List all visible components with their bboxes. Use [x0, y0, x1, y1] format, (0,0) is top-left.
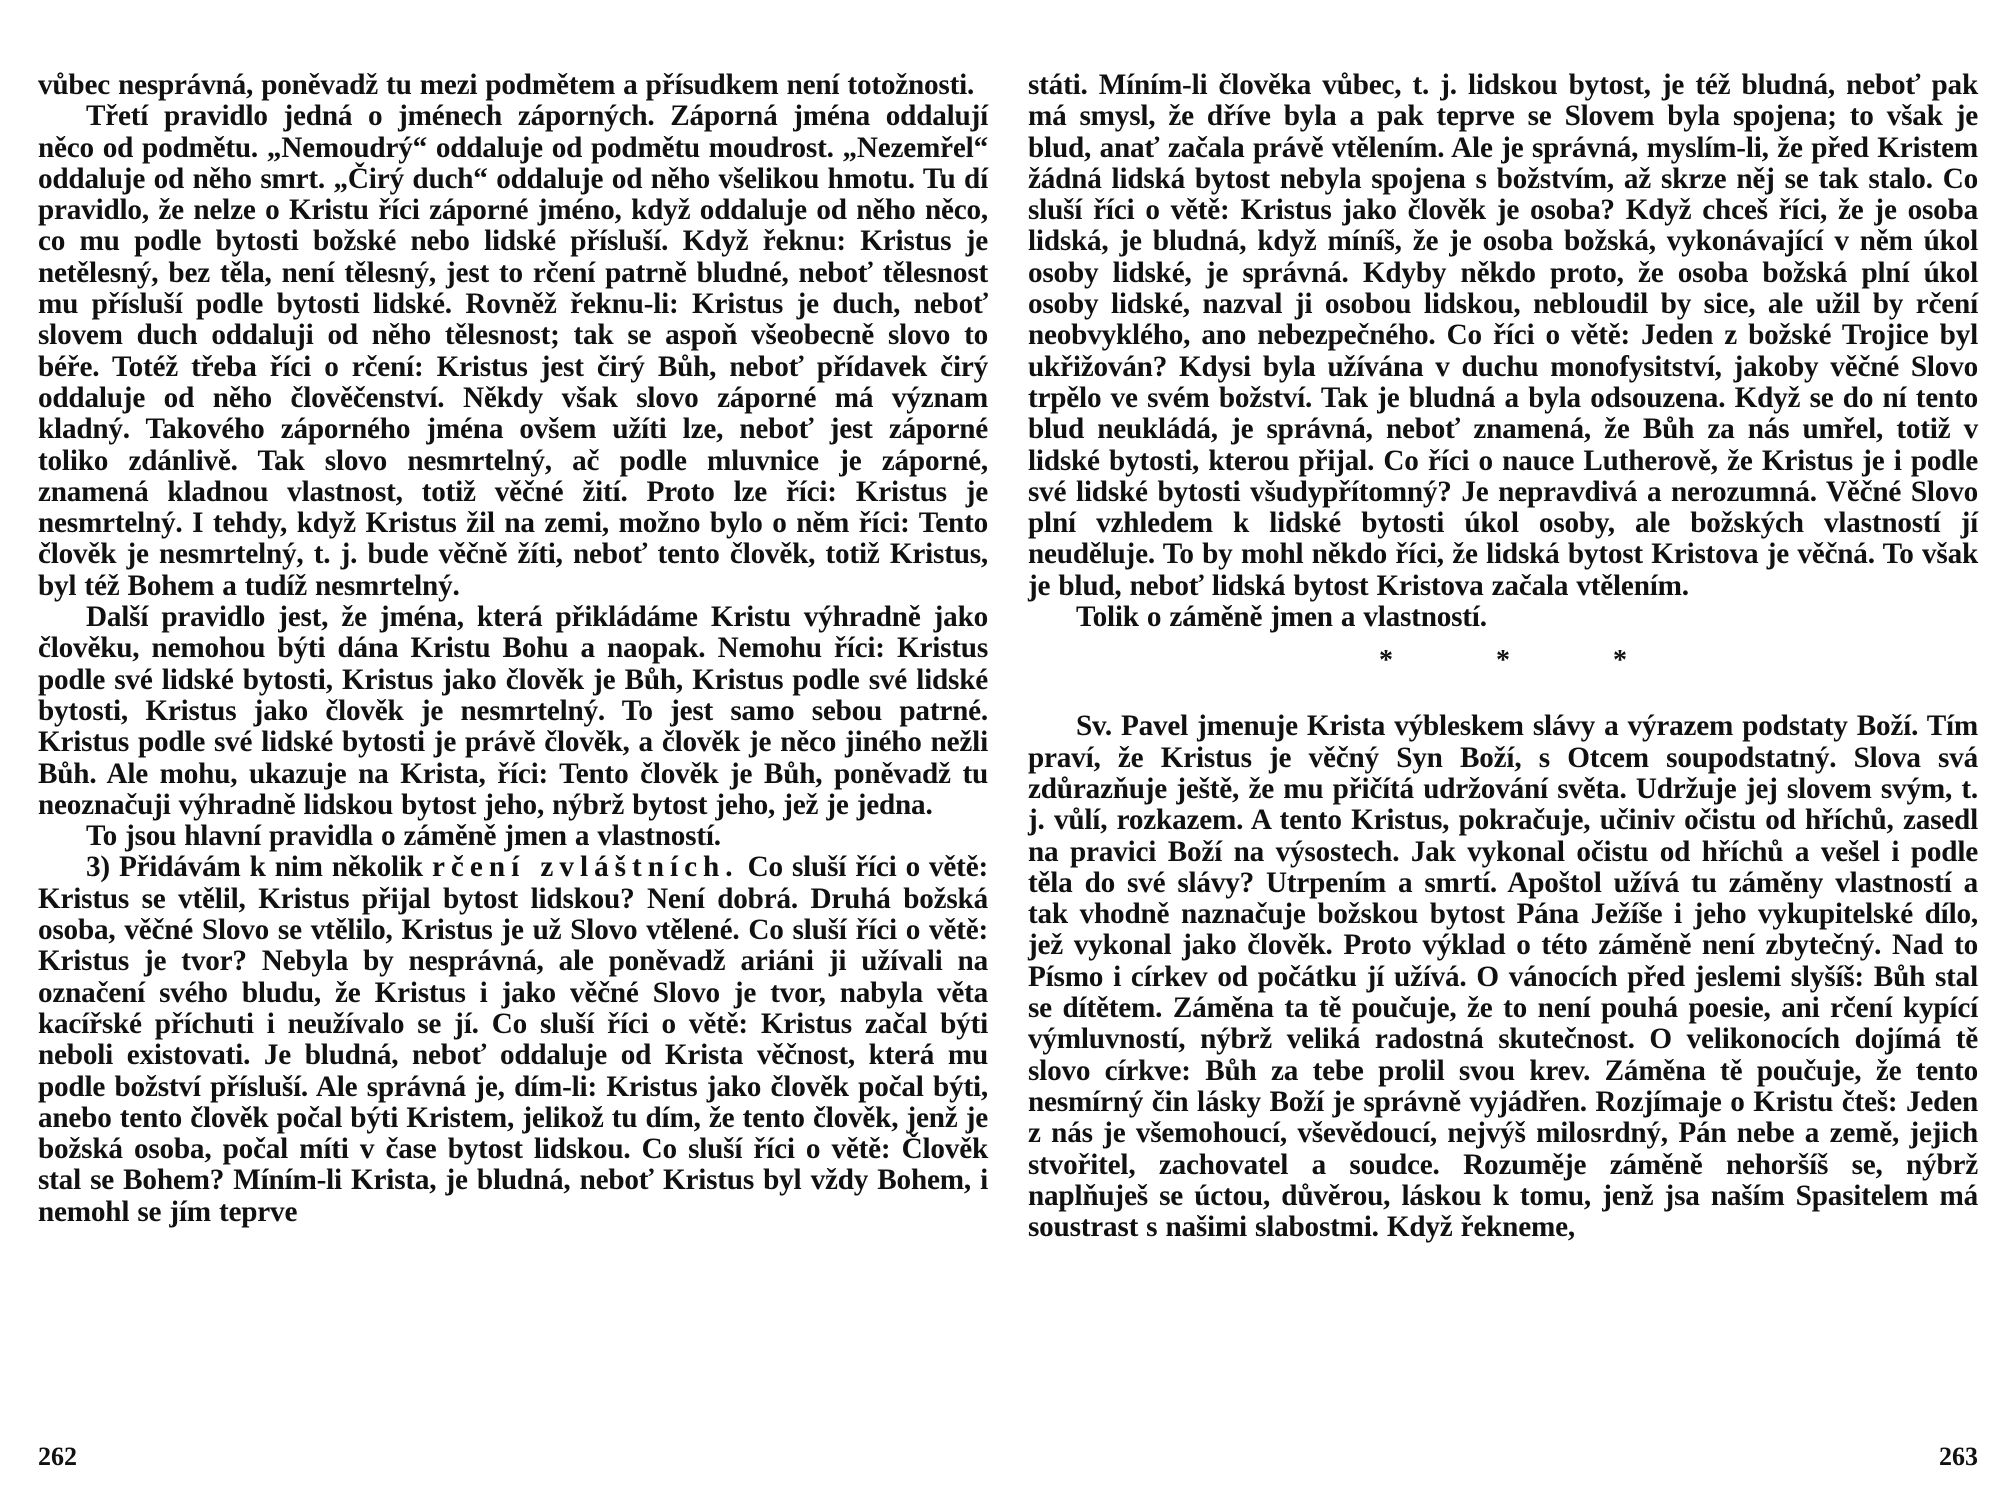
right-page: [1028, 70, 1978, 1480]
left-paragraph-1: vůbec nesprávná, poněvadž tu mezi podmětem a přísudkem není totožnosti.: [38, 69, 975, 101]
section-separator: * * *: [1379, 645, 1675, 677]
left-paragraph-5: [38, 852, 988, 1228]
left-paragraph-4: To jsou hlavní pravidla o záměně jmen a vlastností.: [86, 820, 721, 853]
spaced-emphasis: rčení zvláštních.: [431, 851, 739, 884]
right-paragraph-2: Tolik o záměně jmen a vlastností.: [1076, 601, 1487, 634]
left-page: [38, 70, 988, 1480]
left-paragraph-5-start: 3) Přidávám k nim několik: [86, 851, 423, 884]
left-paragraph-5-rest: Co sluší říci o větě: Kristus se vtělil, Kristus přijal bytost lidskou? Není dobrá. Druhá božská osoba, věčné Slovo se vtělilo, Kristus je už Slovo vtělené. Co sluší říci o větě: Kristus je tvor? Nebyla by nesprávná, ale poněvadž ariáni ji užívali na označení svého bludu, že Kristus i jako věčné Slovo je tvor, nabyla věta kacířské příchuti i neužívalo se jí. Co sluší říci o větě: Kristus začal býti neboli existovati. Je bludná, neboť oddaluje od Krista věčnost, která mu podle božství přísluší. Ale správná je, dím-li: Kristus jako člověk počal býti, anebo tento člověk počal býti Kristem, jelikož tu dím, že tento člověk, jenž je božská osoba, počal míti v čase bytost lidskou. Co sluší říci o větě: Člověk stal se Bohem? Míním-li Krista, je bludná, neboť Kristus byl vždy Bohem, i nemohl se jím teprve: [38, 851, 988, 1228]
page-number-right: 263: [1939, 1442, 1978, 1471]
page-number-left: 262: [38, 1442, 77, 1471]
right-paragraph-3: Sv. Pavel jmenuje Krista výbleskem slávy a výrazem podstaty Boží. Tím praví, že Kristus je věčný Syn Boží, s Otcem soupodstatný. Slova svá zdůrazňuje ještě, že mu přičítá udržování světa. Udržuje jej slovem svým, t. j. vůlí, rozkazem. A tento Kristus, pokračuje, učiniv očistu od hříchů, zasedl na pravici Boží na výsostech. Jak vykonal očistu od hříchů a vešel i podle těla do své slávy? Utrpením a smrtí. Apoštol užívá tu záměny vlastností a tak vhodně naznačuje božskou bytost Pána Ježíše i jeho vykupitelské dílo, jež vykonal jako člověk. Proto výklad o této záměně není zbytečný. Nad to Písmo i církev od počátku jí užívá. O vánocích před jeslemi slyšíš: Bůh stal se dítětem. Záměna ta tě poučuje, že to není pouhá poesie, ani rčení kypící výmluvností, nýbrž veliká radostná skutečnost. O velikonocích dojímá tě slovo církve: Bůh za tebe prolil svou krev. Záměna tě poučuje, že tento nesmírný čin lásky Boží je správně vyjádřen. Rozjímaje o Kristu čteš: Jeden z nás je všemohoucí, vševědoucí, nejvýš milosrdný, Pán nebe a země, jejich stvořitel, zachovatel a soudce. Rozuměje záměně nehoršíš se, nýbrž naplňuješ se úctou, důvěrou, láskou k tomu, jenž jsa naším Spasitelem má soustrast s našimi slabostmi. Když řekneme,: [1028, 710, 1978, 1244]
right-paragraph-1: státi. Míním-li člověka vůbec, t. j. lidskou bytost, je též bludná, neboť pak má smysl, že dříve byla a pak teprve se Slovem byla spojena; to však je blud, anať začala právě vtělením. Ale je správná, myslím-li, že před Kristem žádná lidská bytost nebyla spojena s božstvím, až skrze něj se tak stalo. Co sluší říci o větě: Kristus jako člověk je osoba? Když chceš říci, že je osoba lidská, je bludná, když míníš, že je osoba božská, vykonávající v něm úkol osoby lidské, je správná. Kdyby někdo proto, že osoba božská plní úkol osoby lidské, nazval ji osobou lidskou, nebloudil by sice, ale užil by rčení neobvyklého, ano nebezpečného. Co říci o větě: Jeden z božské Trojice byl ukřižován? Kdysi byla užívána v duchu monofysitství, jakoby věčné Slovo trpělo ve svém božství. Tak je bludná a byla odsouzena. Když se do ní tento blud neukládá, je správná, neboť znamená, že Bůh za nás umřel, totiž v lidské bytosti, kterou přijal. Co říci o nauce Lutherově, že Kristus je i podle své lidské bytosti všudypřítomný? Je nepravdivá a nerozumná. Věčné Slovo plní vzhledem k lidské bytosti úkol osoby, ale božských vlastností jí neuděluje. To by mohl někdo říci, že lidská bytost Kristova je věčná. To však je blud, neboť lidská bytost Kristova začala vtělením.: [1028, 69, 1978, 602]
left-paragraph-3: Další pravidlo jest, že jména, která přikládáme Kristu výhradně jako člověku, nemohou býti dána Kristu Bohu a naopak. Nemohu říci: Kristus podle své lidské bytosti, Kristus jako člověk je Bůh, Kristus podle své lidské bytosti, Kristus jako člověk je nesmrtelný. To jest samo sebou patrné. Kristus podle své lidské bytosti je právě člověk, a člověk je něco jiného nežli Bůh. Ale mohu, ukazuje na Krista, říci: Tento člověk je Bůh, poněvadž tu neoznačuji výhradně lidskou bytost jeho, nýbrž bytost jeho, jež je jedna.: [38, 601, 988, 821]
left-paragraph-2: Třetí pravidlo jedná o jménech záporných. Záporná jména oddalují něco od podmětu. „Nemoudrý“ oddaluje od podmětu moudrost. „Nezemřel“ oddaluje od něho smrt. „Čirý duch“ oddaluje od něho všelikou hmotu. Tu dí pravidlo, že nelze o Kristu říci záporné jméno, když oddaluje od něho něco, co mu podle bytosti božské nebo lidské přísluší. Když řeknu: Kristus je netělesný, bez těla, není tělesný, jest to rčení patrně bludné, neboť tělesnost mu přísluší podle bytosti lidské. Rovněž řeknu-li: Kristus je duch, neboť slovem duch oddaluji od něho tělesnost; tak se aspoň všeobecně slovo to béře. Totéž třeba říci o rčení: Kristus jest čirý Bůh, neboť přídavek čirý oddaluje od něho člověčenství. Někdy však slovo záporné má význam kladný. Takového záporného jména ovšem užíti lze, neboť jest záporné toliko zdánlivě. Tak slovo nesmrtelný, ač podle mluvnice je záporné, znamená kladnou vlastnost, totiž věčné žití. Proto lze říci: Kristus je nesmrtelný. I tehdy, když Kristus žil na zemi, možno bylo o něm říci: Tento člověk je nesmrtelný, t. j. bude věčně žíti, neboť tento člověk, totiž Kristus, byl též Bohem a tudíž nesmrtelný.: [38, 100, 988, 602]
